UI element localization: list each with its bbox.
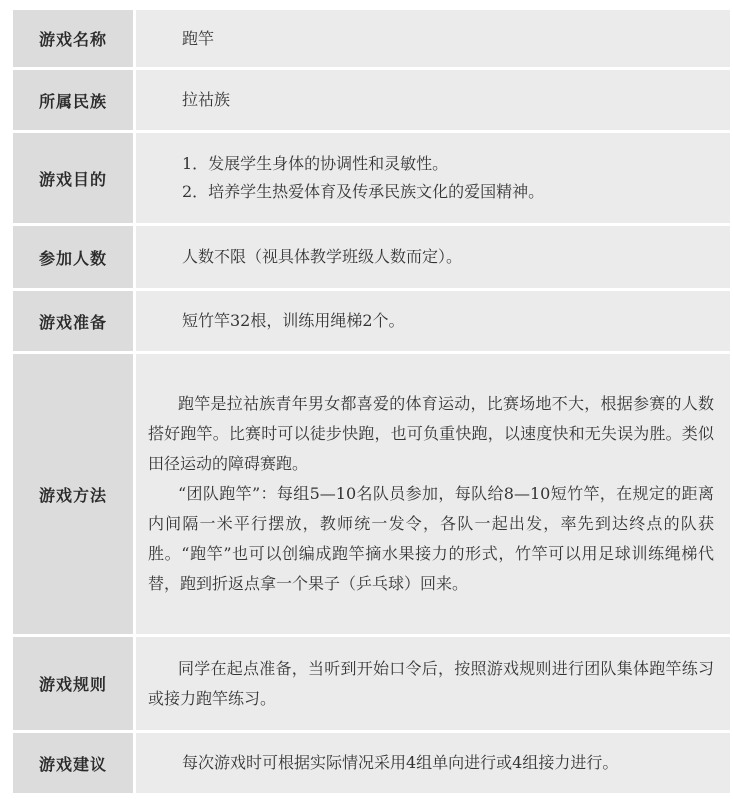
row-preparation [13,291,730,351]
purpose-item: 1．发展学生身体的协调性和灵敏性。 [182,154,449,173]
row-label: 游戏方法 [13,354,133,634]
ethnic-group-text: 拉祜族 [182,90,231,109]
row-game-method [13,354,730,634]
game-info-table [13,10,730,793]
purpose-item: 2．培养学生热爱体育及传承民族文化的爱国精神。 [182,182,545,201]
row-value [136,637,730,730]
row-label: 游戏规则 [13,637,133,730]
row-ethnic-group [13,70,730,130]
row-value [136,354,730,634]
row-value [136,10,730,67]
row-label: 游戏目的 [13,133,133,223]
row-label: 游戏建议 [13,733,133,793]
row-participants [13,226,730,288]
row-game-name [13,10,730,67]
row-value [136,733,730,793]
row-game-rules [13,637,730,730]
preparation-text: 短竹竿32根，训练用绳梯2个。 [182,311,405,330]
row-label: 参加人数 [13,226,133,288]
method-paragraph: “团队跑竿”：每组5—10名队员参加，每队给8—10短竹竿，在规定的距离内间隔一米平行摆放，教师统一发令，各队一起出发，率先到达终点的队获胜。“跑竿”也可以创编成跑竿摘水果接力的形式，竹竿可以用足球训练绳梯代替，跑到折返点拿一个果子（乒乓球）回来。 [148,484,714,593]
row-label: 游戏名称 [13,10,133,67]
method-paragraph: 跑竿是拉祜族青年男女都喜爱的体育运动，比赛场地不大，根据参赛的人数搭好跑竿。比赛时可以徒步快跑，也可负重快跑，以速度快和无失误为胜。类似田径运动的障碍赛跑。 [148,394,714,473]
row-label: 游戏准备 [13,291,133,351]
row-game-purpose [13,133,730,223]
game-name-text: 跑竿 [182,28,215,48]
row-label: 所属民族 [13,70,133,130]
row-value [136,133,730,223]
row-value [136,70,730,130]
suggestions-text: 每次游戏时可根据实际情况采用4组单向进行或4组接力进行。 [182,753,619,772]
row-suggestions [13,733,730,793]
rules-paragraph: 同学在起点准备，当听到开始口令后，按照游戏规则进行团队集体跑竿练习或接力跑竿练习。 [148,658,714,708]
row-value [136,291,730,351]
row-value [136,226,730,288]
participants-text: 人数不限（视具体教学班级人数而定）。 [182,247,463,266]
